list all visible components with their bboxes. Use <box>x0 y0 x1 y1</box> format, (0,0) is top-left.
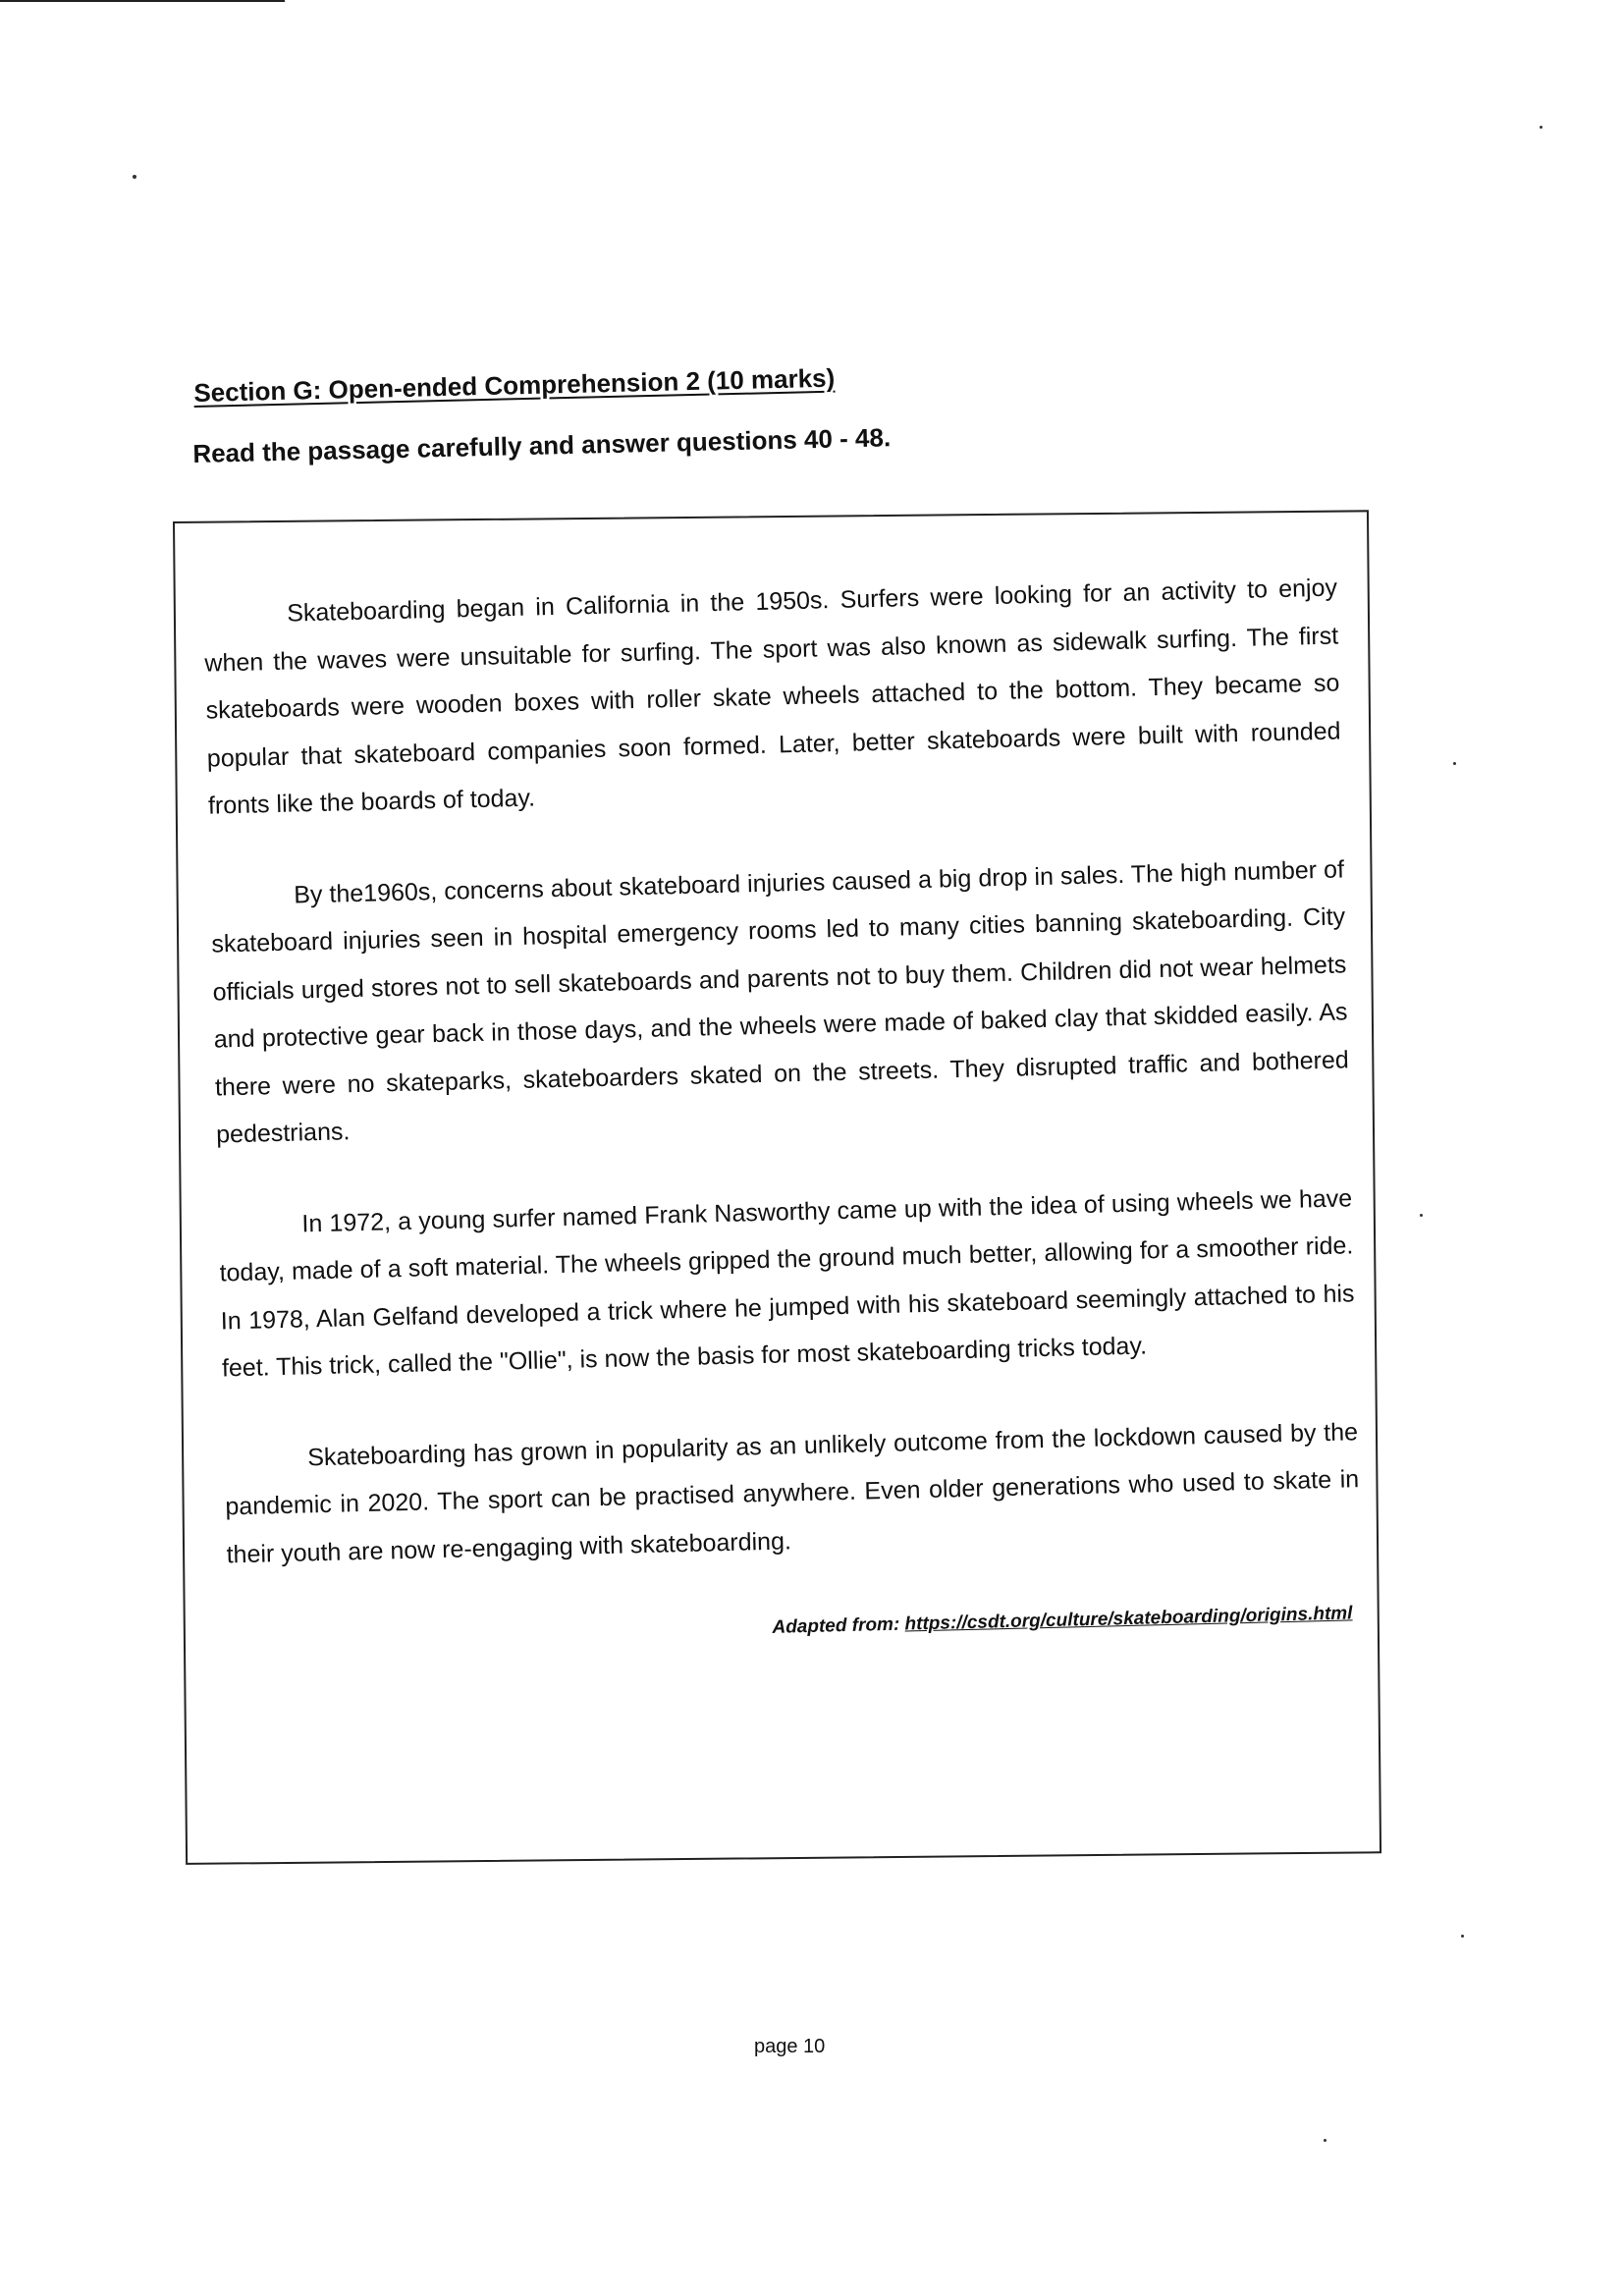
citation-prefix: Adapted from: <box>772 1613 905 1638</box>
scan-speck <box>1461 1935 1464 1938</box>
scan-speck <box>1420 1214 1423 1217</box>
section-heading: Section G: Open-ended Comprehension 2 (10 marks) <box>193 362 836 408</box>
citation-link[interactable]: https://csdt.org/culture/skateboarding/origins.html <box>904 1603 1353 1635</box>
scan-speck <box>1540 126 1543 129</box>
scan-speck <box>1453 762 1456 765</box>
passage-text <box>203 564 1363 1665</box>
passage-paragraph: Skateboarding began in California in the 1950s. Surfers were looking for an activity to enjoy when the waves were unsuitable for surfing. The sport was also known as sidewalk surfing. The first skateboards were wooden boxes with roller skate wheels attached to the bottom. They became so popular that skateboard companies soon formed. Later, better skateboards were built with rounded fronts like the boards of today. <box>204 574 1341 820</box>
scan-speck <box>1324 2139 1326 2142</box>
scan-speck <box>133 175 136 179</box>
top-edge-rule <box>0 0 285 2</box>
page-number: page 10 <box>754 2036 826 2057</box>
passage-paragraph: By the1960s, concerns about skateboard injuries caused a big drop in sales. The high number of skateboard injuries seen in hospital emergency rooms led to many cities banning skateboarding. City officials urged stores not to sell skateboards and parents not to buy them. Children did not wear helmets and protective gear back in those days, and the wheels were made of baked clay that skidded easily. As there were no skateparks, skateboarders skated on the streets. They disrupted traffic and bothered pedestrians. <box>211 854 1350 1149</box>
source-citation <box>228 1590 1363 1666</box>
instructions: Read the passage carefully and answer questions 40 - 48. <box>192 422 892 468</box>
passage-paragraph: In 1972, a young surfer named Frank Nasworthy came up with the idea of using wheels we have today, made of a soft material. The wheels gripped the ground much better, allowing for a smoother ride. In 1978, Alan Gelfand developed a trick where he jumped with his skateboard seemingly attached to his feet. This trick, called the "Ollie", is now the basis for most skateboarding tricks today. <box>219 1183 1355 1383</box>
passage-box <box>173 510 1381 1865</box>
passage-paragraph: Skateboarding has grown in popularity as an unlikely outcome from the lockdown caused by the pandemic in 2020. The sport can be practised anywhere. Even older generations who used to skate in their youth are now re-engaging with skateboarding. <box>225 1417 1360 1568</box>
